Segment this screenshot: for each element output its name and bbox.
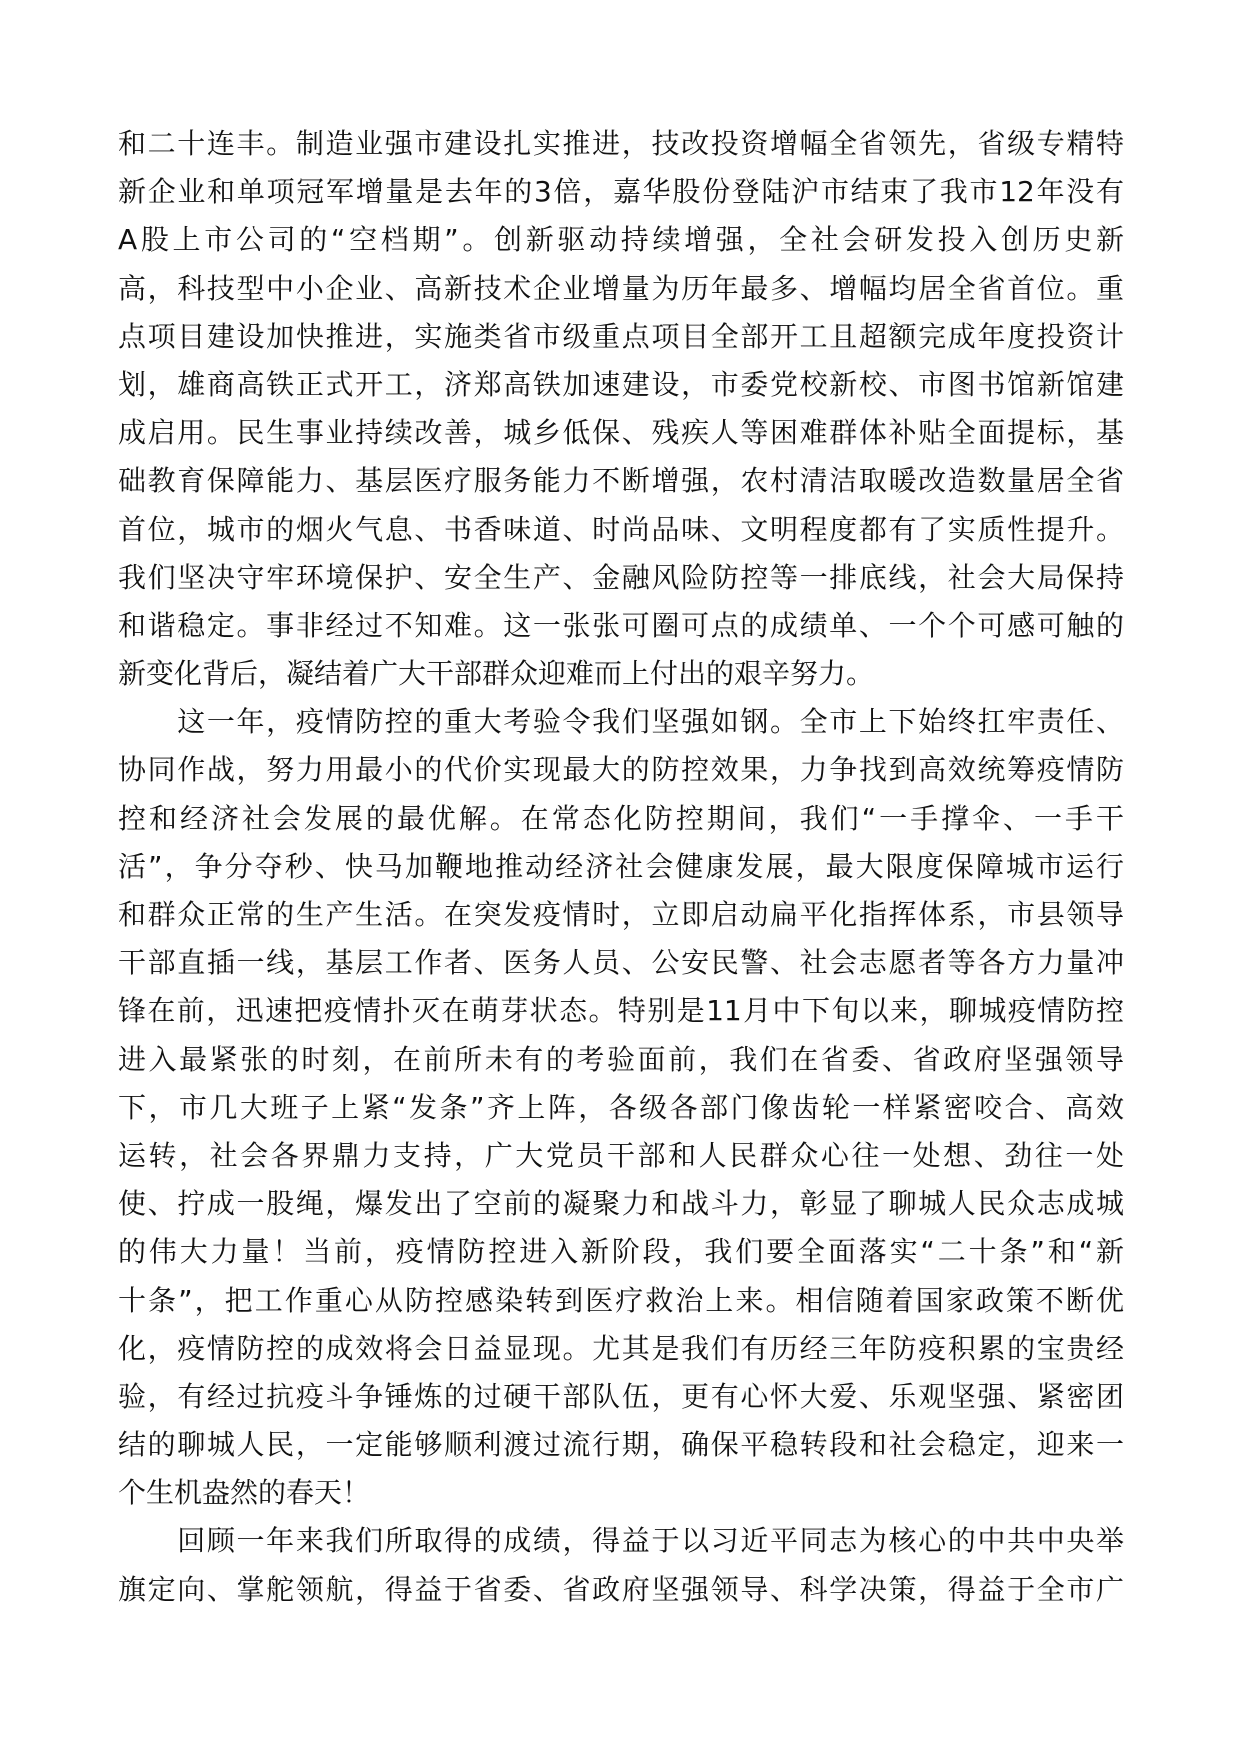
text-line: 新企业和单项冠军增量是去年的3倍，嘉华股份登陆沪市结束了我市12年没有 [118,175,1124,209]
text-line: 和谐稳定。事非经过不知难。这一张张可圈可点的成绩单、一个个可感可触的 [118,608,1124,642]
text-line: 进入最紧张的时刻，在前所未有的考验面前，我们在省委、省政府坚强领导 [118,1042,1124,1076]
text-line: 高，科技型中小企业、高新技术企业增量为历年最多、增幅均居全省首位。重 [118,271,1124,305]
text-line: 化，疫情防控的成效将会日益显现。尤其是我们有历经三年防疫积累的宝贵经 [118,1331,1124,1365]
text-line: 的伟大力量！当前，疫情防控进入新阶段，我们要全面落实“二十条”和“新 [118,1235,1124,1269]
text-line: 使、拧成一股绳，爆发出了空前的凝聚力和战斗力，彰显了聊城人民众志成城 [118,1187,1124,1221]
text-line: 控和经济社会发展的最优解。在常态化防控期间，我们“一手撑伞、一手干 [118,801,1124,835]
paragraph-epidemic-control [118,698,1124,1517]
text-line: 验，有经过抗疫斗争锤炼的过硬干部队伍，更有心怀大爱、乐观坚强、紧密团 [118,1379,1124,1413]
text-line: 和二十连丰。制造业强市建设扎实推进，技改投资增幅全省领先，省级专精特 [118,127,1124,160]
text-line: 旗定向、掌舵领航，得益于省委、省政府坚强领导、科学决策，得益于全市广 [118,1572,1124,1606]
text-line: 这一年，疫情防控的重大考验令我们坚强如钢。全市上下始终扛牢责任、 [118,705,1124,739]
paragraph-review [118,1517,1124,1613]
text-line: 首位，城市的烟火气息、书香味道、时尚品味、文明程度都有了实质性提升。 [118,512,1124,546]
text-line: 和群众正常的生产生活。在突发疫情时，立即启动扁平化指挥体系，市县领导 [118,898,1124,931]
text-line: 干部直插一线，基层工作者、医务人员、公安民警、社会志愿者等各方力量冲 [118,946,1124,980]
text-line: 我们坚决守牢环境保护、安全生产、金融风险防控等一排底线，社会大局保持 [118,560,1124,594]
text-line: 新变化背后，凝结着广大干部群众迎难而上付出的艰辛努力。 [118,657,875,691]
text-line: 回顾一年来我们所取得的成绩，得益于以习近平同志为核心的中共中央举 [118,1524,1124,1558]
text-line: 成启用。民生事业持续改善，城乡低保、残疾人等困难群体补贴全面提标，基 [118,416,1124,450]
text-line: 结的聊城人民，一定能够顺利渡过流行期，确保平稳转段和社会稳定，迎来一 [118,1428,1124,1462]
text-line: 点项目建设加快推进，实施类省市级重点项目全部开工且超额完成年度投资计 [118,319,1124,353]
text-line: 划，雄商高铁正式开工，济郑高铁加速建设，市委党校新校、市图书馆新馆建 [118,367,1124,401]
paragraph-achievements [118,120,1124,698]
text-line: 下，市几大班子上紧“发条”齐上阵，各级各部门像齿轮一样紧密咬合、高效 [118,1090,1124,1124]
text-line: 十条”，把工作重心从防控感染转到医疗救治上来。相信随着国家政策不断优 [118,1283,1124,1317]
text-line: A股上市公司的“空档期”。创新驱动持续增强，全社会研发投入创历史新 [118,223,1124,257]
text-line: 锋在前，迅速把疫情扑灭在萌芽状态。特别是11月中下旬以来，聊城疫情防控 [118,994,1124,1028]
text-line: 协同作战，努力用最小的代价实现最大的防控效果，力争找到高效统筹疫情防 [118,753,1124,787]
text-line: 活”，争分夺秒、快马加鞭地推动经济社会健康发展，最大限度保障城市运行 [118,849,1124,883]
document-body [118,120,1124,1614]
text-line: 个生机盎然的春天！ [118,1476,371,1510]
text-line: 运转，社会各界鼎力支持，广大党员干部和人民群众心往一处想、劲往一处 [118,1138,1124,1172]
text-line: 础教育保障能力、基层医疗服务能力不断增强，农村清洁取暖改造数量居全省 [118,464,1124,498]
